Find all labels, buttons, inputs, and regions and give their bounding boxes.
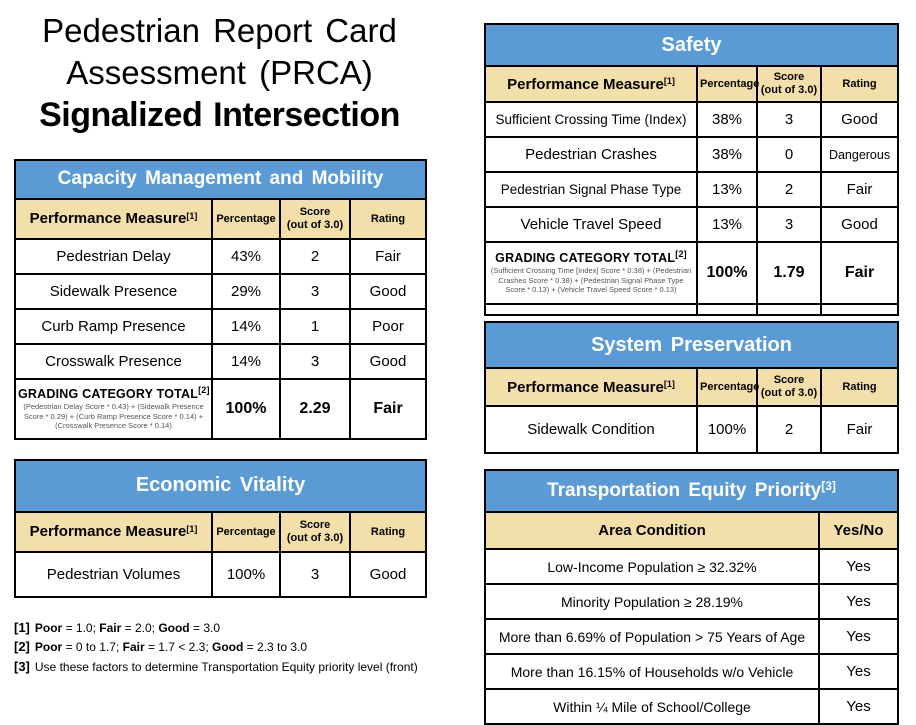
safety-table-title (485, 24, 898, 66)
footnote-ref-2: [2] (675, 249, 687, 260)
table-row (485, 619, 898, 654)
rating-cell: Good (821, 207, 898, 242)
grading-total-row (485, 242, 898, 304)
column-header-score: Score (out of 3.0) (757, 66, 821, 102)
column-header-percentage: Percentage (212, 512, 280, 552)
table-title-text: Economic Vitality (135, 474, 306, 497)
page-title (14, 10, 425, 137)
equity-table-title (485, 470, 898, 512)
table-title-text: Capacity Management and Mobility (57, 168, 384, 190)
measure-cell: Vehicle Travel Speed (485, 207, 697, 242)
measure-cell: Pedestrian Signal Phase Type (485, 172, 697, 207)
percentage-cell: 14% (212, 344, 280, 379)
column-header-area-condition: Area Condition (485, 512, 819, 549)
score-cell: 1.79 (757, 242, 821, 304)
rating-cell: Fair (821, 172, 898, 207)
rating-cell: Fair (821, 406, 898, 453)
measure-cell: Pedestrian Volumes (15, 552, 212, 597)
rating-cell: Fair (821, 242, 898, 304)
measure-cell: Curb Ramp Presence (15, 309, 212, 344)
table-row (485, 584, 898, 619)
capacity-table (14, 159, 427, 440)
condition-cell: More than 6.69% of Population > 75 Years of Age (485, 619, 819, 654)
column-header-measure: Performance Measure[1] (15, 512, 212, 552)
footnote-ref-1: [1] (186, 210, 198, 221)
footnote-ref-3: [3] (821, 479, 836, 493)
grading-formula: (Sufficient Crossing Time [Index] Score * 0.38) + (Pedestrian Crashes Score * 0.38) + (Pedestrian Signal Phase Type Score * 0.13) + (Vehicle Travel Speed Score * 0.13) (490, 265, 692, 295)
system-table-title (485, 322, 898, 368)
rating-cell: Dangerous (821, 137, 898, 172)
table-row (15, 309, 426, 344)
footnote-3: [3] Use these factors to determine Transportation Equity priority level (front) (14, 658, 418, 674)
column-header-row (15, 199, 426, 239)
score-cell: 3 (280, 552, 350, 597)
table-row (485, 406, 898, 453)
column-header-percentage: Percentage (697, 66, 757, 102)
yesno-cell: Yes (819, 584, 898, 619)
percentage-cell: 14% (212, 309, 280, 344)
measure-cell: Sidewalk Condition (485, 406, 697, 453)
footnote-1: [1] Poor = 1.0; Fair = 2.0; Good = 3.0 (14, 619, 220, 635)
column-header-score: Score (out of 3.0) (757, 368, 821, 406)
condition-cell: Minority Population ≥ 28.19% (485, 584, 819, 619)
page-title-line1: Pedestrian Report Card (42, 12, 397, 49)
table-row (485, 654, 898, 689)
yesno-cell: Yes (819, 619, 898, 654)
measure-cell: Pedestrian Delay (15, 239, 212, 274)
score-cell: 0 (757, 137, 821, 172)
percentage-cell: 38% (697, 102, 757, 137)
column-header-row (485, 368, 898, 406)
table-row (485, 102, 898, 137)
footnotes (14, 618, 425, 677)
rating-cell: Fair (350, 379, 426, 439)
score-cell: 2.29 (280, 379, 350, 439)
table-row (485, 172, 898, 207)
column-header-percentage: Percentage (212, 199, 280, 239)
score-cell: 3 (757, 102, 821, 137)
rating-cell: Good (350, 344, 426, 379)
column-header-rating: Rating (821, 66, 898, 102)
measure-cell: Pedestrian Crashes (485, 137, 697, 172)
column-header-row (485, 66, 898, 102)
percentage-cell: 100% (212, 379, 280, 439)
score-cell: 3 (280, 274, 350, 309)
empty-row (485, 304, 898, 315)
table-row (485, 549, 898, 584)
left-column (14, 10, 425, 676)
condition-cell: More than 16.15% of Households w/o Vehicle (485, 654, 819, 689)
page-title-line2: Assessment (PRCA) (66, 53, 373, 91)
grading-formula: (Pedestrian Delay Score * 0.43) + (Sidewalk Presence Score * 0.29) + (Curb Ramp Presence Score * 0.14) + (Crosswalk Presence Score * 0.14) (23, 401, 204, 431)
table-row (15, 274, 426, 309)
table-title-text: Safety (661, 33, 722, 56)
percentage-cell: 100% (697, 406, 757, 453)
condition-cell: Within ¼ Mile of School/College (485, 689, 819, 724)
table-row (15, 239, 426, 274)
footnote-ref-1: [1] (663, 76, 675, 86)
equity-table (484, 469, 899, 725)
percentage-cell: 13% (697, 207, 757, 242)
grading-total-row (15, 379, 426, 439)
safety-table (484, 23, 899, 316)
yesno-cell: Yes (819, 654, 898, 689)
capacity-table-title (15, 160, 426, 199)
rating-cell: Good (821, 102, 898, 137)
table-row (15, 344, 426, 379)
table-row (15, 552, 426, 597)
percentage-cell: 13% (697, 172, 757, 207)
column-header-yesno: Yes/No (819, 512, 898, 549)
score-cell: 1 (280, 309, 350, 344)
table-row (485, 137, 898, 172)
column-header-row (485, 512, 898, 549)
yesno-cell: Yes (819, 549, 898, 584)
percentage-cell: 100% (212, 552, 280, 597)
footnote-2: [2] Poor = 0 to 1.7; Fair = 1.7 < 2.3; Good = 2.3 to 3.0 (14, 639, 308, 655)
rating-cell: Good (350, 552, 426, 597)
measure-cell: Sidewalk Presence (15, 274, 212, 309)
column-header-rating: Rating (350, 199, 426, 239)
grading-total-label-cell: GRADING CATEGORY TOTAL[2] (Sufficient Crossing Time [Index] Score * 0.38) + (Pedestrian Crashes Score * 0.38) + (Pedestrian Signal Phase Type Score * 0.13) + (Vehicle Travel Speed Score * 0.13) (485, 242, 697, 304)
column-header-measure: Performance Measure[1] (485, 368, 697, 406)
page-title-line3: Signalized Intersection (39, 95, 400, 134)
yesno-cell: Yes (819, 689, 898, 724)
score-cell: 3 (280, 344, 350, 379)
percentage-cell: 38% (697, 137, 757, 172)
column-header-score: Score (out of 3.0) (280, 512, 350, 552)
score-cell: 2 (757, 172, 821, 207)
column-header-percentage: Percentage (697, 368, 757, 406)
grading-total-label-cell: GRADING CATEGORY TOTAL[2] (Pedestrian Delay Score * 0.43) + (Sidewalk Presence Score * 0.29) + (Curb Ramp Presence Score * 0.14) + (Crosswalk Presence Score * 0.14) (15, 379, 212, 439)
rating-cell: Poor (350, 309, 426, 344)
right-column (484, 23, 897, 725)
table-row (485, 689, 898, 724)
economic-vitality-table (14, 459, 427, 598)
score-cell: 2 (757, 406, 821, 453)
score-cell: 2 (280, 239, 350, 274)
table-row (485, 207, 898, 242)
column-header-rating: Rating (350, 512, 426, 552)
footnote-ref-2: [2] (198, 385, 210, 396)
table-title-text: System Preservation (591, 333, 792, 356)
footnote-ref-1: [1] (186, 523, 198, 534)
column-header-measure: Performance Measure[1] (15, 199, 212, 239)
column-header-rating: Rating (821, 368, 898, 406)
system-preservation-table (484, 321, 899, 454)
table-title-text: Transportation Equity Priority (547, 480, 822, 501)
column-header-score: Score (out of 3.0) (280, 199, 350, 239)
measure-cell: Sufficient Crossing Time (Index) (485, 102, 697, 137)
economic-table-title (15, 460, 426, 512)
rating-cell: Fair (350, 239, 426, 274)
condition-cell: Low-Income Population ≥ 32.32% (485, 549, 819, 584)
percentage-cell: 100% (697, 242, 757, 304)
rating-cell: Good (350, 274, 426, 309)
column-header-row (15, 512, 426, 552)
percentage-cell: 29% (212, 274, 280, 309)
measure-cell: Crosswalk Presence (15, 344, 212, 379)
score-cell: 3 (757, 207, 821, 242)
percentage-cell: 43% (212, 239, 280, 274)
column-header-measure: Performance Measure[1] (485, 66, 697, 102)
footnote-ref-1: [1] (663, 379, 675, 389)
